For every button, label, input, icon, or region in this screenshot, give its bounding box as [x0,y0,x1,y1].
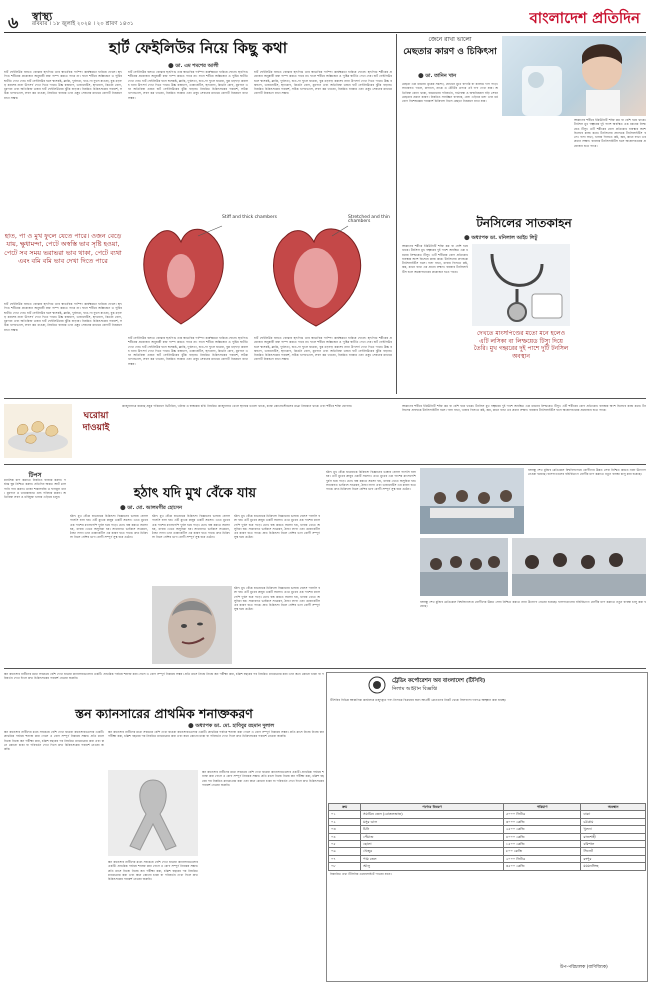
section-rule [4,398,646,399]
tips-body: মানসিক চাপ কমাতে নিয়মিত ব্যায়াম করুন। পর্যাপ্ত ঘুম নিশ্চিত করুন। প্রতিদিন অন্তত আট গ্লাস পানি পান করুন। তাজা শাকসবজি ও ফলমূল খান। ধূমপান ও তামাকজাত দ্রব্য পরিহার করুন। অতিরিক্ত লবণ ও চর্বিযুক্ত খাবার এড়িয়ে চলুন। [4,478,66,500]
heart-byline: ⬤ ডা. এম শমশের আলী [168,63,219,69]
stones-headline: মেছতার কারণ ও চিকিৎসা [403,47,497,57]
table-cell: খুলনা [581,826,646,833]
stones-kicker: জেনে রাখা ভালো [428,36,472,43]
table-header-cell: ক্রম [329,804,361,811]
hospital-body-2: বঙ্গবন্ধু শেখ মুজিব মেডিকেল বিশ্ববিদ্যালয়ে রোগীদের উন্নত সেবা নিশ্চিত করতে নানা উদ্যোগ নেওয়া হয়েছে। হাসপাতালের বহির্বিভাগে রোগীর চাপ কমাতে নতুন ব্যবস্থা চালু করা হয়েছে। [420,600,646,609]
table-header-cell: পরিমাণ [503,804,581,811]
table-cell: ০৪ [329,833,361,840]
heart-body-col2b: হার্ট ফেইলিউর বলতে বোঝায় হৃৎপিণ্ড তার স্বাভাবিক পাম্পিং কার্যক্ষমতা হারিয়ে ফেলে। হৃৎপিণ্ড শরীরের প্রয়োজন অনুযায়ী রক্ত পাম্প করতে পারে না। ফলে শরীরে অক্সিজেন ও পুষ্টির ঘাটতি দেখা দেয়। হার্ট ফেইলিউর হলে শ্বাসকষ্ট, ক্লান্তি, দুর্বলতা, হাত-পা ফুলে যাওয়া, বুক ধড়ফড় করাসহ নানা উপসর্গ দেখা দিতে পারে। উচ্চ রক্তচাপ, ডায়াবেটিস, হৃদরোগ, কিডনি রোগ, ধূমপান এবং অতিরিক্ত ওজন হার্ট ফেইলিউরের ঝুঁকি বাড়ায়। নিয়মিত চিকিৎসকের পরামর্শ, সঠিক খাদ্যাভ্যাস, লবণ কম খাওয়া, নিয়মিত ব্যায়াম এবং ওষুধ সেবনের মাধ্যমে রোগটি নিয়ন্ত্রণে রাখা সম্ভব। [128,336,248,366]
awareness-ribbon [108,770,198,856]
notice-org: ট্রেডিং কর্পোরেশন অব বাংলাদেশ (টিসিবি) [392,678,486,684]
table-row [329,811,646,818]
table-cell: ১৫০০ কেজি [503,840,581,847]
table-cell: মসুর ডাল [361,818,504,825]
table-cell: ০৩ [329,826,361,833]
heart-illustration [126,206,392,334]
heart-body-col1: হার্ট ফেইলিউর বলতে বোঝায় হৃৎপিণ্ড তার স্বাভাবিক পাম্পিং কার্যক্ষমতা হারিয়ে ফেলে। হৃৎপিণ্ড শরীরের প্রয়োজন অনুযায়ী রক্ত পাম্প করতে পারে না। ফলে শরীরে অক্সিজেন ও পুষ্টির ঘাটতি দেখা দেয়। হার্ট ফেইলিউর হলে শ্বাসকষ্ট, ক্লান্তি, দুর্বলতা, হাত-পা ফুলে যাওয়া, বুক ধড়ফড় করাসহ নানা উপসর্গ দেখা দিতে পারে। উচ্চ রক্তচাপ, ডায়াবেটিস, হৃদরোগ, কিডনি রোগ, ধূমপান এবং অতিরিক্ত ওজন হার্ট ফেইলিউরের ঝুঁকি বাড়ায়। নিয়মিত চিকিৎসকের পরামর্শ, সঠিক খাদ্যাভ্যাস, লবণ কম খাওয়া, নিয়মিত ব্যায়াম এবং ওষুধ সেবনের মাধ্যমে রোগটি নিয়ন্ত্রণে রাখা সম্ভব। [4,70,122,100]
table-cell: ০৫ [329,840,361,847]
tonsil-body-cont: আমাদের শরীরে ইমিউনিটি শক্তি কম বা বেশি হয়ে থাকে। টনসিল মুখ গহ্বরের দুই পাশে অবস্থিত এক ধরনের লিম্ফয়েড টিস্যু। এটি শরীরের রোগ প্রতিরোধ ব্যবস্থার অংশ হিসেবে কাজ করে। টনসিলের প্রদাহকে টনসিলাইটিস বলে। গলা ব্যথা, খাবার গিলতে কষ্ট, জ্বর, কানে ব্যথা এর প্রধান লক্ষণ। বারবার টনসিলাইটিস হলে অস্ত্রোপচারের প্রয়োজন হতে পারে। [402,404,646,413]
tcb-logo [368,676,386,694]
hospital-photo-1 [420,468,524,534]
notice-intro: টিসিবির বিভিন্ন আঞ্চলিক কার্যালয়ে মজুদকৃত পণ্য নিলামে বিক্রয়ের জন্য আগ্রহী ক্রেতাদের নিকট থেকে সিলগালা দরপত্র আহ্বান করা যাচ্ছে। [330,698,507,702]
table-cell: সিলেট [581,848,646,855]
table-row [329,840,646,847]
section-name: স্বাস্থ্য [32,10,53,23]
table-cell: ০৮ [329,863,361,870]
table-cell: ৩৫০০ কেজি [503,863,581,870]
table-cell: বরিশাল [581,840,646,847]
newspaper-logo: বাংলাদেশ প্রতিদিন [529,9,640,27]
table-row [329,818,646,825]
page-number: ৬ [8,13,19,32]
table-cell: পেঁয়াজ [361,833,504,840]
table-cell: ০১ [329,811,361,818]
section-rule [4,668,646,669]
stroke-byline: ⬤ ডা. মো. আলমগীর হোসেন [120,505,182,511]
table-cell: সয়াবিন তেল (বোতলজাত) [361,811,504,818]
table-header-cell: পণ্যের বিবরণ [361,804,504,811]
table-cell: ঢাকা [581,811,646,818]
table-cell: ৪০০০ কেজি [503,833,581,840]
table-header-row [329,804,646,811]
table-cell: ময়মনসিংহ [581,863,646,870]
table-cell: খেজুর [361,848,504,855]
notice-signer: উপ-পরিচালক (বাণিজ্যিক) [560,965,608,970]
stretched-label: Stretched and thin chambers [348,215,390,225]
breast-body-top: স্তন ক্যানসার নারীদের মধ্যে সবচেয়ে বেশি দেখা যাওয়া ক্যানসারগুলোর একটি। প্রাথমিক পর্যায়ে শনাক্ত করা গেলে এ রোগ সম্পূর্ণ নিরাময় সম্ভব। প্রতি মাসে নিজে নিজে স্তন পরীক্ষা করা, চল্লিশ বছরের পর নিয়মিত ম্যামোগ্রাম করা এবং স্তনে কোনো চাকা বা পরিবর্তন দেখা দিলে দ্রুত চিকিৎসকের পরামর্শ নেওয়া জরুরি। [4,672,324,681]
stroke-body-col2: হঠাৎ মুখ বেঁকে যাওয়াকে চিকিৎসা বিজ্ঞানের ভাষায় বেলস পালসি বলা হয়। এটি মুখের স্নায়ুর একটি সমস্যা। এতে মুখের এক পাশের মাংসপেশি দুর্বল হয়ে পড়ে। চোখ বন্ধ করতে সমস্যা হয়, খাবার খেতে অসুবিধা হয়। সাধারণত ভাইরাস সংক্রমণ, ঠান্ডা লাগা এবং ডায়াবেটিস এর কারণ হতে পারে। দ্রুত চিকিৎসা নিলে বেশির ভাগ রোগী সম্পূর্ণ সুস্থ হয়ে ওঠেন। [152,514,230,540]
stroke-body-col3: হঠাৎ মুখ বেঁকে যাওয়াকে চিকিৎসা বিজ্ঞানের ভাষায় বেলস পালসি বলা হয়। এটি মুখের স্নায়ুর একটি সমস্যা। এতে মুখের এক পাশের মাংসপেশি দুর্বল হয়ে পড়ে। চোখ বন্ধ করতে সমস্যা হয়, খাবার খেতে অসুবিধা হয়। সাধারণত ভাইরাস সংক্রমণ, ঠান্ডা লাগা এবং ডায়াবেটিস এর কারণ হতে পারে। দ্রুত চিকিৎসা নিলে বেশির ভাগ রোগী সম্পূর্ণ সুস্থ হয়ে ওঠেন। [234,514,320,540]
breast-body-col2b: স্তন ক্যানসার নারীদের মধ্যে সবচেয়ে বেশি দেখা যাওয়া ক্যানসারগুলোর একটি। প্রাথমিক পর্যায়ে শনাক্ত করা গেলে এ রোগ সম্পূর্ণ নিরাময় সম্ভব। প্রতি মাসে নিজে নিজে স্তন পরীক্ষা করা, চল্লিশ বছরের পর নিয়মিত ম্যামোগ্রাম করা এবং স্তনে কোনো চাকা বা পরিবর্তন দেখা দিলে দ্রুত চিকিৎসকের পরামর্শ নেওয়া জরুরি। [108,860,198,882]
hospital-photo-3 [512,538,646,596]
notice-subtitle: নিলাম আহ্বান বিজ্ঞপ্তি [392,686,438,692]
table-cell: ০৬ [329,848,361,855]
breast-headline: স্তন ক্যানসারের প্রাথমিক শনাক্তকরণ [75,706,253,721]
tonsil-pullquote: দেখতে মাংসপিণ্ডের মতো মনে হলেও এটি লসিকা বা লিম্ফয়েড টিস্যু দিয়ে তৈরি। মুখ গহ্বরের দুই পাশে দুটি টনসিল অবস্থান [473,330,569,360]
heart-body-col3: হার্ট ফেইলিউর বলতে বোঝায় হৃৎপিণ্ড তার স্বাভাবিক পাম্পিং কার্যক্ষমতা হারিয়ে ফেলে। হৃৎপিণ্ড শরীরের প্রয়োজন অনুযায়ী রক্ত পাম্প করতে পারে না। ফলে শরীরে অক্সিজেন ও পুষ্টির ঘাটতি দেখা দেয়। হার্ট ফেইলিউর হলে শ্বাসকষ্ট, ক্লান্তি, দুর্বলতা, হাত-পা ফুলে যাওয়া, বুক ধড়ফড় করাসহ নানা উপসর্গ দেখা দিতে পারে। উচ্চ রক্তচাপ, ডায়াবেটিস, হৃদরোগ, কিডনি রোগ, ধূমপান এবং অতিরিক্ত ওজন হার্ট ফেইলিউরের ঝুঁকি বাড়ায়। নিয়মিত চিকিৎসকের পরামর্শ, সঠিক খাদ্যাভ্যাস, লবণ কম খাওয়া, নিয়মিত ব্যায়াম এবং ওষুধ সেবনের মাধ্যমে রোগটি নিয়ন্ত্রণে রাখা সম্ভব। [254,70,392,96]
tips-title: টিপস [28,472,42,479]
stiff-label: Stiff and thick chambers [222,215,277,220]
breast-body-col1: স্তন ক্যানসার নারীদের মধ্যে সবচেয়ে বেশি দেখা যাওয়া ক্যানসারগুলোর একটি। প্রাথমিক পর্যায়ে শনাক্ত করা গেলে এ রোগ সম্পূর্ণ নিরাময় সম্ভব। প্রতি মাসে নিজে নিজে স্তন পরীক্ষা করা, চল্লিশ বছরের পর নিয়মিত ম্যামোগ্রাম করা এবং স্তনে কোনো চাকা বা পরিবর্তন দেখা দিলে দ্রুত চিকিৎসকের পরামর্শ নেওয়া জরুরি। [4,730,104,752]
table-row [329,848,646,855]
table-cell: ০৭ [329,855,361,862]
table-cell: রংপুর [581,855,646,862]
table-cell: ২৫০০ কেজি [503,826,581,833]
table-cell: চিনি [361,826,504,833]
masthead [4,4,646,33]
table-cell: ০২ [329,818,361,825]
hospital-body: বঙ্গবন্ধু শেখ মুজিব মেডিকেল বিশ্ববিদ্যালয়ে রোগীদের উন্নত সেবা নিশ্চিত করতে নানা উদ্যোগ নেওয়া হয়েছে। হাসপাতালের বহির্বিভাগে রোগীর চাপ কমাতে নতুন ব্যবস্থা চালু করা হয়েছে। [528,468,646,477]
table-cell: চট্টগ্রাম [581,818,646,825]
issue-date: রবিবার । ১৮ জুলাই ২০২৪ । ২০ শ্রাবণ ১৪৩১ [32,21,134,27]
table-cell: পাম তেল [361,855,504,862]
table-cell: ৮০০ কেজি [503,848,581,855]
breast-body-col2: স্তন ক্যানসার নারীদের মধ্যে সবচেয়ে বেশি দেখা যাওয়া ক্যানসারগুলোর একটি। প্রাথমিক পর্যায়ে শনাক্ত করা গেলে এ রোগ সম্পূর্ণ নিরাময় সম্ভব। প্রতি মাসে নিজে নিজে স্তন পরীক্ষা করা, চল্লিশ বছরের পর নিয়মিত ম্যামোগ্রাম করা এবং স্তনে কোনো চাকা বা পরিবর্তন দেখা দিলে দ্রুত চিকিৎসকের পরামর্শ নেওয়া জরুরি। [108,730,324,739]
stroke-photo [152,586,232,664]
table-cell: ২০০০ লিটার [503,855,581,862]
breast-byline: ⬤ অধ্যাপক ডা. মো. হাবিবুর রহমান দুলাল [188,723,275,729]
table-cell: রাজশাহী [581,833,646,840]
table-cell: ছোলা [361,840,504,847]
hospital-photo-2 [420,538,508,596]
stones-body: মেছতা এক ধরনের ত্বকের সমস্যা, যেখানে মুখে বাদামি বা কালচে দাগ পড়ে। সাধারণত গালে, কপালে, নাকে ও ঠোঁটের ওপরে এই দাগ দেখা যায়। অতিরিক্ত রোদে থাকা, হরমোনের পরিবর্তন, গর্ভাবস্থা ও জন্মনিয়ন্ত্রণ বড়ি সেবন মেছতার প্রধান কারণ। নিয়মিত সানস্ক্রিন ব্যবহার, রোদ এড়িয়ে চলা এবং চর্মরোগ বিশেষজ্ঞের পরামর্শে চিকিৎসা নিলে মেছতা নিয়ন্ত্রণে রাখা যায়। [402,82,498,104]
table-row [329,863,646,870]
table-cell: ৫০০০ লিটার [503,811,581,818]
tonsil-body-col1: আমাদের শরীরে ইমিউনিটি শক্তি কম বা বেশি হয়ে থাকে। টনসিল মুখ গহ্বরের দুই পাশে অবস্থিত এক ধরনের লিম্ফয়েড টিস্যু। এটি শরীরের রোগ প্রতিরোধ ব্যবস্থার অংশ হিসেবে কাজ করে। টনসিলের প্রদাহকে টনসিলাইটিস বলে। গলা ব্যথা, খাবার গিলতে কষ্ট, জ্বর, কানে ব্যথা এর প্রধান লক্ষণ। বারবার টনসিলাইটিস হলে অস্ত্রোপচারের প্রয়োজন হতে পারে। [402,244,468,274]
table-row [329,855,646,862]
heart-headline: হার্ট ফেইলিউর নিয়ে কিছু কথা [108,39,288,57]
tonsil-body-col3: আমাদের শরীরে ইমিউনিটি শক্তি কম বা বেশি হয়ে থাকে। টনসিল মুখ গহ্বরের দুই পাশে অবস্থিত এক ধরনের লিম্ফয়েড টিস্যু। এটি শরীরের রোগ প্রতিরোধ ব্যবস্থার অংশ হিসেবে কাজ করে। টনসিলের প্রদাহকে টনসিলাইটিস বলে। গলা ব্যথা, খাবার গিলতে কষ্ট, জ্বর, কানে ব্যথা এর প্রধান লক্ষণ। বারবার টনসিলাইটিস হলে অস্ত্রোপচারের প্রয়োজন হতে পারে। [574,118,646,148]
stethoscope-photo [472,244,570,326]
tonsil-photo [502,36,646,116]
heart-pullquote: হাত, পা ও মুখ ফুলে যেতে পারে। ওজন বেড়ে যায়, ক্ষুধামন্দা, পেটে অস্বস্তি ভাব সৃষ্টি হওয়া, পেটে সব সময় ভরাভরা ভাব থাকা, পেটে ব্যথা এবং বমি বমি ভাব দেখা দিতে পারে [4,232,122,266]
table-cell: ৩০০০ কেজি [503,818,581,825]
column-divider [396,34,397,394]
heart-body-col1b: হার্ট ফেইলিউর বলতে বোঝায় হৃৎপিণ্ড তার স্বাভাবিক পাম্পিং কার্যক্ষমতা হারিয়ে ফেলে। হৃৎপিণ্ড শরীরের প্রয়োজন অনুযায়ী রক্ত পাম্প করতে পারে না। ফলে শরীরে অক্সিজেন ও পুষ্টির ঘাটতি দেখা দেয়। হার্ট ফেইলিউর হলে শ্বাসকষ্ট, ক্লান্তি, দুর্বলতা, হাত-পা ফুলে যাওয়া, বুক ধড়ফড় করাসহ নানা উপসর্গ দেখা দিতে পারে। উচ্চ রক্তচাপ, ডায়াবেটিস, হৃদরোগ, কিডনি রোগ, ধূমপান এবং অতিরিক্ত ওজন হার্ট ফেইলিউরের ঝুঁকি বাড়ায়। নিয়মিত চিকিৎসকের পরামর্শ, সঠিক খাদ্যাভ্যাস, লবণ কম খাওয়া, নিয়মিত ব্যায়াম এবং ওষুধ সেবনের মাধ্যমে রোগটি নিয়ন্ত্রণে রাখা সম্ভব। [4,302,122,332]
breast-body-col3: স্তন ক্যানসার নারীদের মধ্যে সবচেয়ে বেশি দেখা যাওয়া ক্যানসারগুলোর একটি। প্রাথমিক পর্যায়ে শনাক্ত করা গেলে এ রোগ সম্পূর্ণ নিরাময় সম্ভব। প্রতি মাসে নিজে নিজে স্তন পরীক্ষা করা, চল্লিশ বছরের পর নিয়মিত ম্যামোগ্রাম করা এবং স্তনে কোনো চাকা বা পরিবর্তন দেখা দিলে দ্রুত চিকিৎসকের পরামর্শ নেওয়া জরুরি। [202,770,324,787]
table-cell: আলু [361,863,504,870]
heart-body-col2: হার্ট ফেইলিউর বলতে বোঝায় হৃৎপিণ্ড তার স্বাভাবিক পাম্পিং কার্যক্ষমতা হারিয়ে ফেলে। হৃৎপিণ্ড শরীরের প্রয়োজন অনুযায়ী রক্ত পাম্প করতে পারে না। ফলে শরীরে অক্সিজেন ও পুষ্টির ঘাটতি দেখা দেয়। হার্ট ফেইলিউর হলে শ্বাসকষ্ট, ক্লান্তি, দুর্বলতা, হাত-পা ফুলে যাওয়া, বুক ধড়ফড় করাসহ নানা উপসর্গ দেখা দিতে পারে। উচ্চ রক্তচাপ, ডায়াবেটিস, হৃদরোগ, কিডনি রোগ, ধূমপান এবং অতিরিক্ত ওজন হার্ট ফেইলিউরের ঝুঁকি বাড়ায়। নিয়মিত চিকিৎসকের পরামর্শ, সঠিক খাদ্যাভ্যাস, লবণ কম খাওয়া, নিয়মিত ব্যায়াম এবং ওষুধ সেবনের মাধ্যমে রোগটি নিয়ন্ত্রণে রাখা সম্ভব। [128,70,248,100]
remedy-body: কাজুবাদামে রয়েছে প্রচুর পরিমাণে ভিটামিন, খনিজ ও স্বাস্থ্যকর চর্বি। নিয়মিত কাজুবাদাম খেলে হৃদযন্ত্র ভালো থাকে, রক্তে কোলেস্টেরলের মাত্রা নিয়ন্ত্রণে থাকে এবং শরীরে শক্তি যোগায়। [122,404,353,408]
notice-table [328,803,646,871]
table-row [329,833,646,840]
stroke-body-col4: হঠাৎ মুখ বেঁকে যাওয়াকে চিকিৎসা বিজ্ঞানের ভাষায় বেলস পালসি বলা হয়। এটি মুখের স্নায়ুর একটি সমস্যা। এতে মুখের এক পাশের মাংসপেশি দুর্বল হয়ে পড়ে। চোখ বন্ধ করতে সমস্যা হয়, খাবার খেতে অসুবিধা হয়। সাধারণত ভাইরাস সংক্রমণ, ঠান্ডা লাগা এবং ডায়াবেটিস এর কারণ হতে পারে। দ্রুত চিকিৎসা নিলে বেশির ভাগ রোগী সম্পূর্ণ সুস্থ হয়ে ওঠেন। [326,470,416,492]
table-row [329,826,646,833]
heart-body-col3b: হার্ট ফেইলিউর বলতে বোঝায় হৃৎপিণ্ড তার স্বাভাবিক পাম্পিং কার্যক্ষমতা হারিয়ে ফেলে। হৃৎপিণ্ড শরীরের প্রয়োজন অনুযায়ী রক্ত পাম্প করতে পারে না। ফলে শরীরে অক্সিজেন ও পুষ্টির ঘাটতি দেখা দেয়। হার্ট ফেইলিউর হলে শ্বাসকষ্ট, ক্লান্তি, দুর্বলতা, হাত-পা ফুলে যাওয়া, বুক ধড়ফড় করাসহ নানা উপসর্গ দেখা দিতে পারে। উচ্চ রক্তচাপ, ডায়াবেটিস, হৃদরোগ, কিডনি রোগ, ধূমপান এবং অতিরিক্ত ওজন হার্ট ফেইলিউরের ঝুঁকি বাড়ায়। নিয়মিত চিকিৎসকের পরামর্শ, সঠিক খাদ্যাভ্যাস, লবণ কম খাওয়া, নিয়মিত ব্যায়াম এবং ওষুধ সেবনের মাধ্যমে রোগটি নিয়ন্ত্রণে রাখা সম্ভব। [254,336,392,362]
stroke-body-col3b: হঠাৎ মুখ বেঁকে যাওয়াকে চিকিৎসা বিজ্ঞানের ভাষায় বেলস পালসি বলা হয়। এটি মুখের স্নায়ুর একটি সমস্যা। এতে মুখের এক পাশের মাংসপেশি দুর্বল হয়ে পড়ে। চোখ বন্ধ করতে সমস্যা হয়, খাবার খেতে অসুবিধা হয়। সাধারণত ভাইরাস সংক্রমণ, ঠান্ডা লাগা এবং ডায়াবেটিস এর কারণ হতে পারে। দ্রুত চিকিৎসা নিলে বেশির ভাগ রোগী সম্পূর্ণ সুস্থ হয়ে ওঠেন। [234,586,320,612]
tonsil-headline: টনসিলের সাতকাহন [476,216,572,230]
section-rule [4,464,646,465]
stones-byline: ⬤ ডা. তানিন খান [418,73,457,79]
remedy-title: ঘরোয়া দাওয়াই [82,411,110,433]
table-header-cell: অবস্থান [581,804,646,811]
cashew-photo [4,404,72,458]
stroke-body-col1: হঠাৎ মুখ বেঁকে যাওয়াকে চিকিৎসা বিজ্ঞানের ভাষায় বেলস পালসি বলা হয়। এটি মুখের স্নায়ুর একটি সমস্যা। এতে মুখের এক পাশের মাংসপেশি দুর্বল হয়ে পড়ে। চোখ বন্ধ করতে সমস্যা হয়, খাবার খেতে অসুবিধা হয়। সাধারণত ভাইরাস সংক্রমণ, ঠান্ডা লাগা এবং ডায়াবেটিস এর কারণ হতে পারে। দ্রুত চিকিৎসা নিলে বেশির ভাগ রোগী সম্পূর্ণ সুস্থ হয়ে ওঠেন। [70,514,148,540]
notice-footer: বিস্তারিত তথ্য টিসিবির ওয়েবসাইটে পাওয়া যাবে। [330,872,392,876]
stroke-headline: হঠাৎ যদি মুখ বেঁকে যায় [133,486,257,501]
tonsil-byline: ⬤ অধ্যাপক ডা. মনিলাল আইচ লিটু [464,235,538,241]
